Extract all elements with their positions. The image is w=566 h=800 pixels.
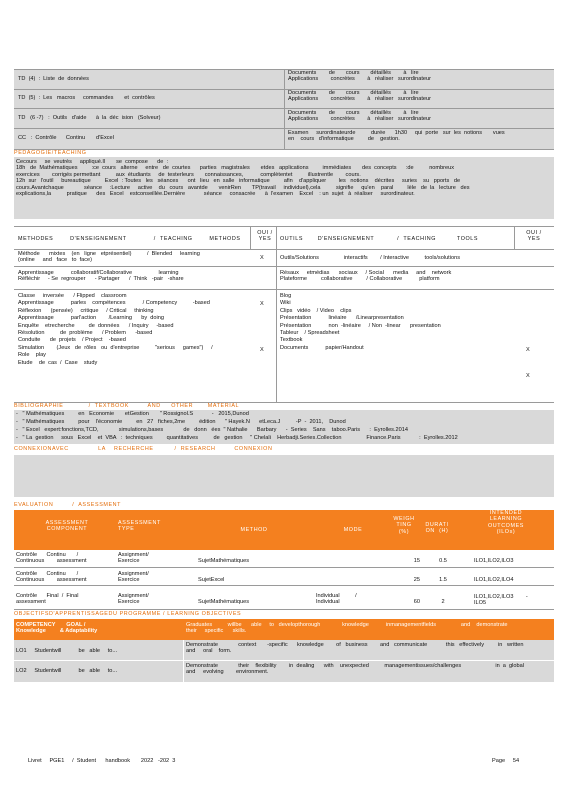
lo2-label: LO2 Studentwill be able to...	[16, 668, 118, 674]
assessment-row-3-ilos: ILO1,ILO2,ILO3 - ILO5	[474, 594, 528, 607]
assessment-row-1-ilos: ILO1,ILO2,ILO3	[474, 558, 514, 564]
session-td5-resources: Documents de cours détaillés à lire Applications concrètes à réaliser surordinateur	[288, 90, 432, 103]
method-problem-mark: X	[260, 347, 264, 353]
tools-header: OUTILS D'ENSEIGNEMENT / TEACHING TOOLS	[280, 236, 479, 242]
tool-interactive: Outils/Solutions interactifs / Interactive tools/solutions	[280, 255, 461, 261]
col-ilos: INTENDED LEARNING OUTCOMES (ILOs)	[488, 510, 524, 536]
session-td5: TD (5) : Les macros commandes et contrôles	[18, 95, 155, 101]
lo2-text: Demonstrate their flexibility in dealing with unexpected managementissues/challenges in a global and evolving environment.	[186, 663, 524, 676]
footer-handbook: Livret PGE1 / Student handbook 2022 -202 3	[28, 758, 176, 764]
bibliography-item-2: - " Mathématiques pour l'économie en 27 fiches,2me édition " Hayek.N etLeca.J -P - 2011, Dunod	[16, 419, 346, 425]
assessment-row-1-type: Assignment/ Exercice	[118, 552, 149, 565]
tool-social: Résaux etmédias sociaux / Social media and network Plateforme collaborative / Collaborative platform	[280, 270, 452, 283]
session-td4-resources: Documents de cours détaillés à lire Applications concrètes à réaliser surordinateur	[288, 70, 432, 83]
col-assessment-type: ASSESSMENT TYPE	[118, 520, 161, 533]
assessment-row-2-weight: 25	[413, 577, 420, 583]
tools-yes-header: OUI / YES	[526, 230, 542, 243]
session-cc-resources: Examen surordinateurde durée 1h30 qui porte sur les notions vues en cours d'informatique de gestion.	[288, 130, 505, 143]
tool-spreadsheet-mark: X	[526, 347, 530, 353]
assessment-row-2-method: SujetExcel	[198, 577, 225, 583]
col-duration: DURATI ON (H)	[425, 522, 449, 535]
session-cc: CC : Contrôle Continu d'Excel	[18, 135, 114, 141]
pedagogie-heading: PEDAGOGIE/TEACHING	[14, 150, 87, 156]
assessment-row-3-mode: Individual / Individual	[316, 593, 357, 606]
session-td4: TD (4) : Liste de données	[18, 76, 89, 82]
assessment-row-1-duration: 0.5	[439, 558, 447, 564]
tool-list: Blog Wiki Clips vidéo / Video clips Présentation linéaire /Linearpresentation Présentation non -linéaire / Non -linear presentation Tableur / Spreadsheet Textbook Documents papier/Handout	[280, 293, 441, 351]
method-list: Classe inversée / Flipped classroom Apprentissage parles compétences / Competency -based Réflexion (pensée) critique / Critical thinking Apprentissage parl'action /Learning by doing Enquête etrecherche de données / Inquiry -based Résolution de problème / Problem -based Conduite de projets / Project -based Simulation (Jeux de rôles ou d'entreprise "serious games") / Role play Etude de cas / Case study	[18, 293, 213, 366]
col-mode: MODE	[343, 527, 363, 533]
method-blended-mark: X	[260, 255, 264, 261]
evaluation-heading: EVALUATION / ASSESSMENT	[14, 502, 122, 508]
methods-yes-header: OUI / YES	[257, 230, 273, 243]
research-connection-box	[14, 455, 554, 497]
competency-goal-text: Graduates willbe able to developthorough knowledge inmanagementfields and demonstrate their specific skills.	[186, 622, 508, 635]
assessment-row-2-component: Contrôle Continu / Continuous assessment	[16, 571, 87, 584]
assessment-row-3-weight: 60	[413, 599, 420, 605]
assessment-row-2-type: Assignment/ Exercice	[118, 571, 149, 584]
lo1-label: LO1 Studentwill be able to...	[16, 648, 118, 654]
col-assessment-component: ASSESSMENT COMPONENT	[45, 520, 89, 533]
competency-goal-label: COMPETENCY GOAL / Knowledge & Adaptability	[16, 622, 98, 635]
assessment-row-1-method: SujetMathématiques	[198, 558, 249, 564]
col-method: METHOD	[240, 527, 268, 533]
pedagogie-text: Cecours se veutrès appliqué.Il se compose de : 18h de Mathématiques :ce cours alterne entre de courtes parties magistrales etdes applications immédiates des concepts :de nombreux exercices corrigés permettant aux étudiants de testerleurs connaissances, complètentet illustrentle cours. 12h sur l'outil bureautique Excel : Toutes les séances ont lieu en salle informatique afin d'appliquer les notions décrites suries su pports de cours.Avantchaque séance :Lecture active du cours avantde venirRen TP(travail individuel),cela signifie qu'en paral lèle de la lecture des explications,la pratique des Excel estconseillée.Dernière séance consacrée à l'examen Excel : un sujet à réaliser surordinateur.	[16, 159, 470, 198]
research-connection-heading: CONNEXIONAVEC LA RECHERCHE / RESEARCH CONNEXION	[14, 446, 273, 452]
session-td6-7-resources: Documents de cours détaillés à lire Applications concrètes à réaliser surordinateur	[288, 110, 432, 123]
bibliography-item-4: - " La gestion sous Excel et VBA : techniques quantitatives de gestion " Chelali Herbadji.Series.Collection Finance.Paris : Eyrolles.2012	[16, 435, 458, 441]
lo1-text: Demonstrate context -specific knowledge of business and communicate this effectively in written and oral form.	[186, 642, 524, 655]
assessment-row-3-type: Assignment/ Exercice	[118, 593, 149, 606]
col-weighting: WEIGH TING (%)	[393, 516, 415, 535]
bibliography-heading: BIBLIOGRAPHIE / TEXTBOOK AND OTHER MATERIAL	[14, 403, 240, 409]
page-number: Page 54	[492, 758, 520, 764]
assessment-row-3-method: SujetMathématiques	[198, 599, 249, 605]
assessment-row-3-component: Contrôle Final / Final assessment	[16, 593, 79, 606]
assessment-row-3-duration: 2	[441, 599, 445, 605]
assessment-row-2-duration: 1.5	[439, 577, 447, 583]
method-blended: Méthode mixtes (en ligne etprésentiel) / Blended learning (online and face to face)	[18, 251, 200, 264]
learning-objectives-heading: OBJECTIFSD'APPRENTISSAGEDU PROGRAMME / LEARNING OBJECTIVES	[14, 611, 242, 617]
assessment-row-2-ilos: ILO1,ILO2,ILO4	[474, 577, 514, 583]
tool-handout-mark: X	[526, 373, 530, 379]
method-collaborative: Apprentissage collaboratif/Collaborative learning Réfléchir - Se regrouper - Partager / Think -pair -share	[18, 270, 184, 283]
assessment-row-1-component: Contrôle Continu / Continuous assessment	[16, 552, 87, 565]
bibliography-item-1: - " Mathématiques en Economie etGestion " Rossignol.S - 2015,Dunod	[16, 411, 249, 417]
session-td6-7: TD (6 -7) : Outils d'aide à la déc ision (Solveur)	[18, 115, 161, 121]
methods-header: METHODES D'ENSEIGNEMENT / TEACHING METHODS	[18, 236, 241, 242]
assessment-row-1-weight: 15	[413, 558, 420, 564]
method-competency-mark: X	[260, 301, 264, 307]
bibliography-item-3: - " Excel expert:fonctions,TCD, simulations,bases de donn ées " Nathalie Barbary - Series Sans taboo.Paris : Eyrolles.2014	[16, 427, 408, 433]
